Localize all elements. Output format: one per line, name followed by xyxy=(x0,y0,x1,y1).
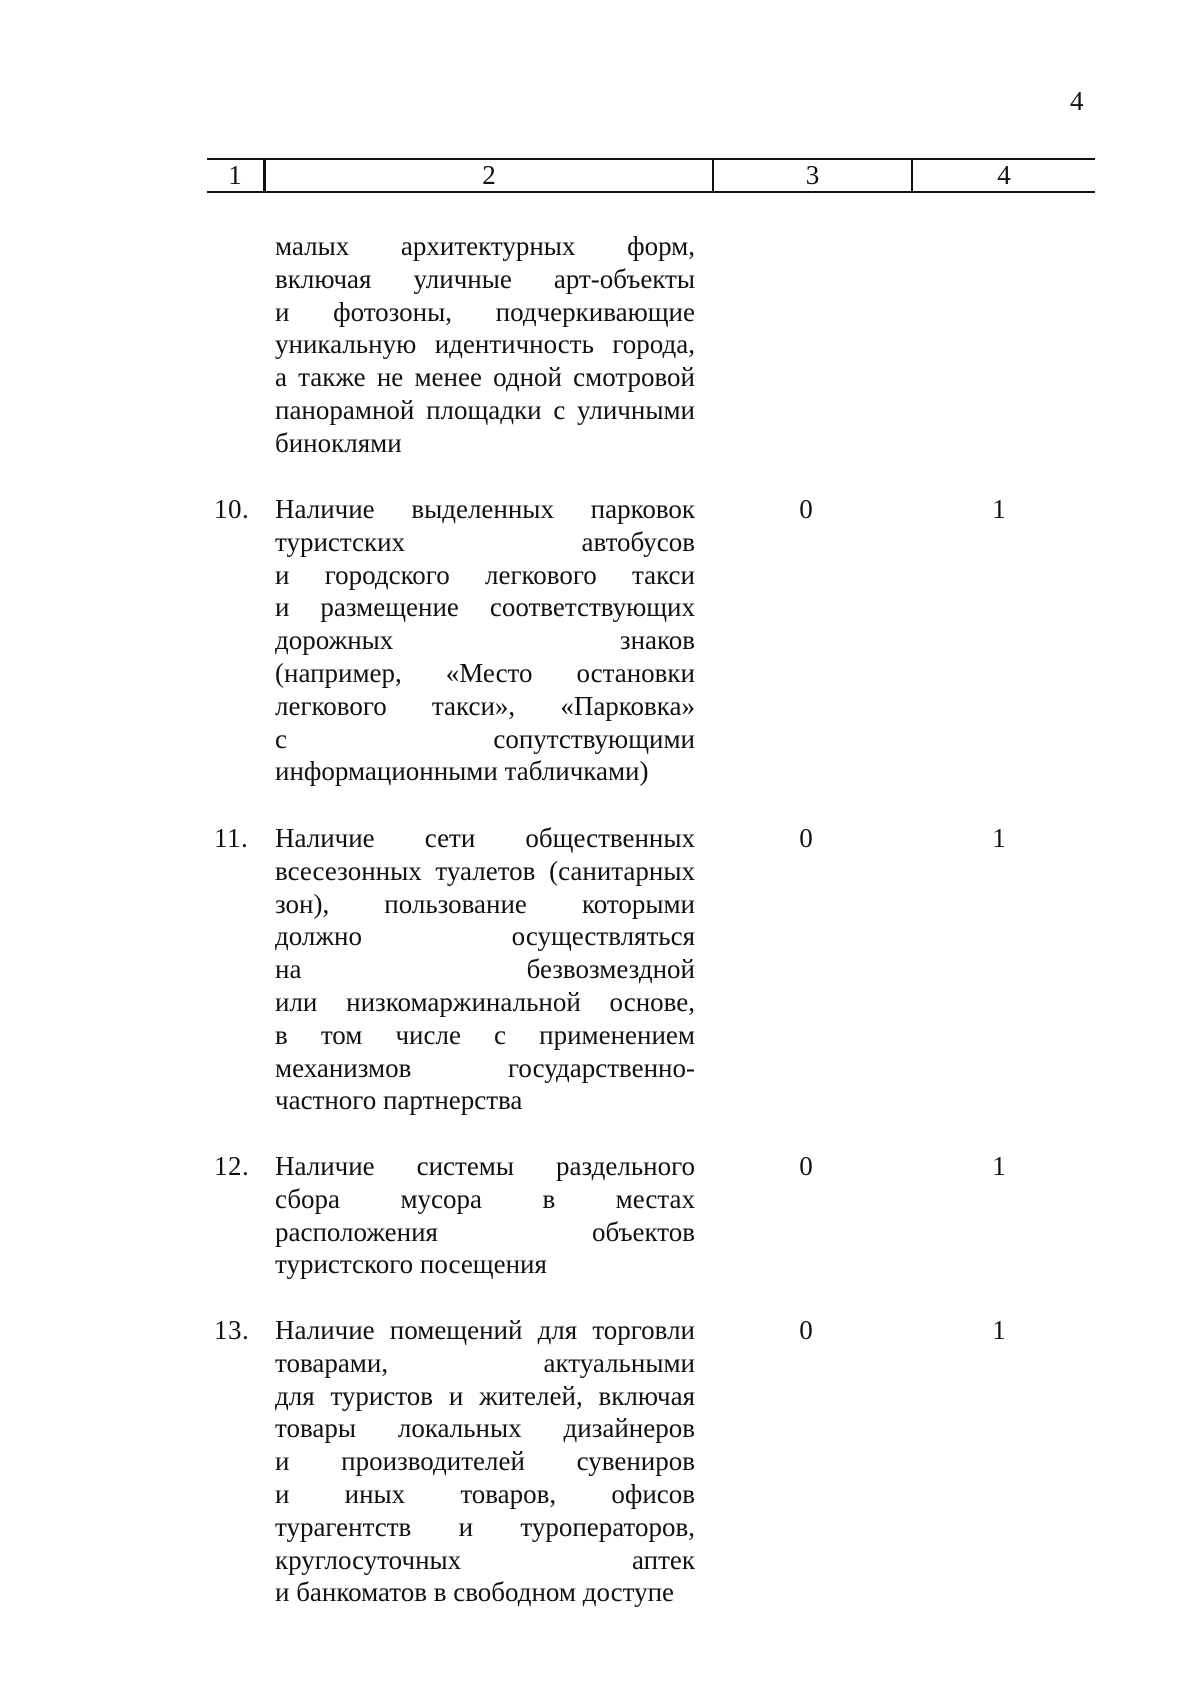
text-line: или низкомаржинальной основе, xyxy=(275,986,695,1017)
text-line: на безвозмездной xyxy=(275,954,695,985)
text-line: легкового такси», «Парковка» xyxy=(275,690,695,721)
text-line: расположения объектов xyxy=(275,1216,695,1247)
text-line: включая уличные арт-объекты xyxy=(275,263,695,294)
row-description xyxy=(275,1150,695,1281)
row-description xyxy=(275,822,695,1117)
text-line: и производителей сувениров xyxy=(275,1446,695,1477)
text-line: уникальную идентичность города, xyxy=(275,329,695,360)
text-line: малых архитектурных форм, xyxy=(275,231,695,261)
row-col3-value: 0 xyxy=(799,1315,813,1345)
text-line: всесезонных туалетов (санитарных xyxy=(275,855,695,886)
text-line: сбора мусора в местах xyxy=(275,1183,695,1214)
row-col3-value: 0 xyxy=(799,1151,813,1181)
text-line: товарами, актуальными xyxy=(275,1347,695,1378)
text-line: панорамной площадки с уличными xyxy=(275,394,695,425)
row-description xyxy=(275,493,695,788)
text-line: и фотозоны, подчеркивающие xyxy=(275,296,695,327)
page-number: 4 xyxy=(1070,86,1084,116)
text-line: биноклями xyxy=(275,427,402,458)
table-header-col-3: 3 xyxy=(714,160,913,191)
row-col3-value: 0 xyxy=(799,823,813,853)
text-line: турагентств и туроператоров, xyxy=(275,1511,695,1542)
row-col4-value: 1 xyxy=(992,1151,1006,1181)
table-header-col-2: 2 xyxy=(265,160,714,191)
row-number: 13. xyxy=(214,1315,250,1345)
row-col4-value: 1 xyxy=(992,823,1006,853)
text-line: с сопутствующими xyxy=(275,723,695,754)
text-line: (например, «Место остановки xyxy=(275,657,695,688)
table-header-row xyxy=(207,158,1095,193)
text-line: товары локальных дизайнеров xyxy=(275,1413,695,1444)
text-line: и размещение соответствующих xyxy=(275,592,695,623)
text-line: для туристов и жителей, включая xyxy=(275,1380,695,1411)
text-line: Наличие системы раздельного xyxy=(275,1151,695,1181)
text-line: информационными табличками) xyxy=(275,756,649,787)
text-line: механизмов государственно- xyxy=(275,1052,695,1083)
table-header-col-4: 4 xyxy=(997,160,1011,190)
text-line: туристских автобусов xyxy=(275,526,695,557)
text-line: а также не менее одной смотровой xyxy=(275,362,695,393)
row-number: 12. xyxy=(214,1151,250,1181)
row-col4-value: 1 xyxy=(992,1315,1006,1345)
text-line: зон), пользование которыми xyxy=(275,888,695,919)
text-line: круглосуточных аптек xyxy=(275,1544,695,1575)
row-col3-value: 0 xyxy=(799,494,813,524)
text-line: Наличие сети общественных xyxy=(275,823,695,853)
text-line: и иных товаров, офисов xyxy=(275,1478,695,1509)
text-line: дорожных знаков xyxy=(275,625,695,656)
text-line: Наличие выделенных парковок xyxy=(275,494,695,524)
text-line: туристского посещения xyxy=(275,1249,547,1280)
text-line: и городского легкового такси xyxy=(275,559,695,590)
text-line: Наличие помещений для торговли xyxy=(275,1315,695,1345)
row-description xyxy=(275,1314,695,1609)
row-number: 10. xyxy=(214,494,250,524)
row-col4-value: 1 xyxy=(992,494,1006,524)
row-number: 11. xyxy=(214,823,249,853)
text-line: должно осуществляться xyxy=(275,921,695,952)
text-line: и банкоматов в свободном доступе xyxy=(275,1577,675,1608)
text-line: в том числе с применением xyxy=(275,1019,695,1050)
row-description xyxy=(275,230,695,460)
text-line: частного партнерства xyxy=(275,1085,523,1116)
table-header-col-1: 1 xyxy=(207,160,265,191)
